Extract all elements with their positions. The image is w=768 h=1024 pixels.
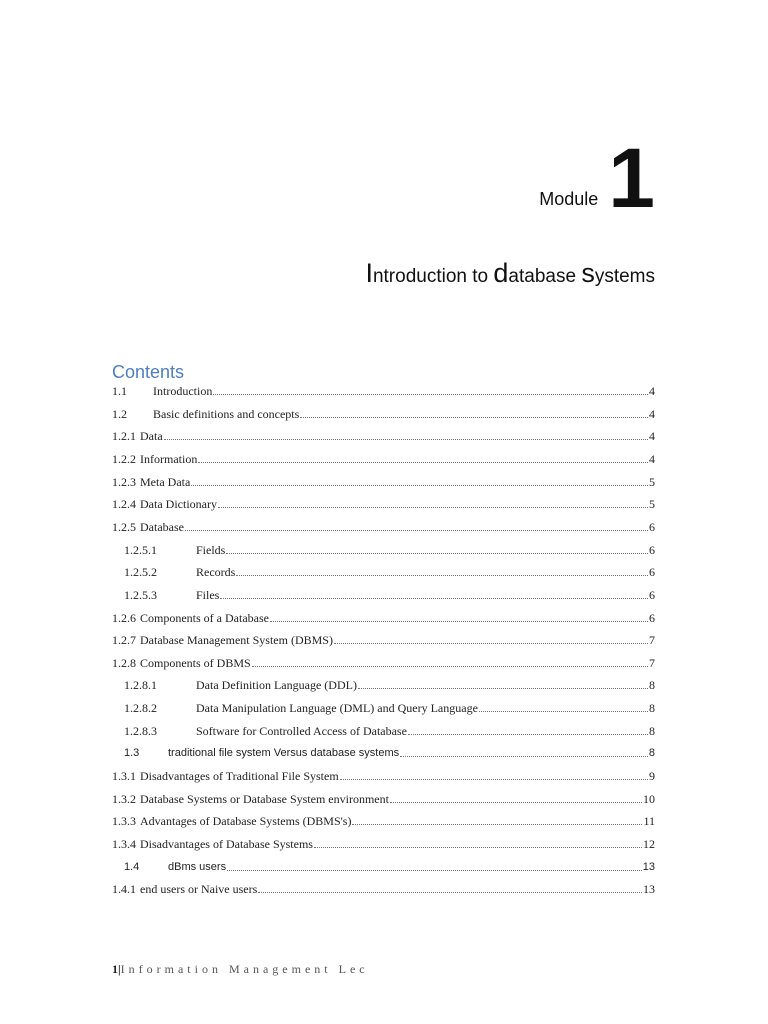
toc-leader [258,892,642,893]
toc-page: 12 [643,837,655,851]
toc-entry[interactable] [112,471,655,489]
toc-page: 6 [649,610,655,625]
toc-number: 1.2.8.2 [124,701,157,716]
toc-number: 1.2.5 [112,519,136,534]
toc-title: Records [196,565,236,580]
toc-number: 1.2.8.1 [124,678,157,693]
toc-title: Components of DBMS [140,655,251,670]
toc-leader [270,621,648,622]
toc-number: 1.2.5.2 [124,565,157,580]
toc-leader [218,507,648,508]
toc-leader [220,598,648,599]
toc-title: Database [140,519,184,534]
toc-number: 1.2.2 [112,451,136,466]
toc-leader [340,779,648,780]
toc-page: 5 [649,474,655,489]
toc-title: Data Definition Language (DDL) [196,678,357,693]
footer-separator: | [118,962,121,976]
toc-title: Database Systems or Database System environment [140,791,389,806]
toc-title: dBms users [168,860,227,873]
toc-page: 8 [649,701,655,716]
toc-page: 4 [649,429,655,444]
toc-number: 1.3.2 [112,791,136,806]
toc-leader [300,417,648,418]
toc-title: Information [140,451,198,466]
toc-title: traditional file system Versus database systems [168,747,400,760]
title-part: d [493,258,509,288]
toc-title: Introduction [153,384,213,398]
toc-page: 7 [649,655,655,670]
toc-page: 4 [649,384,655,398]
toc-page: 6 [649,542,655,557]
toc-entry[interactable] [112,629,655,647]
toc-leader [164,439,648,440]
toc-entry[interactable] [112,539,655,557]
toc-entry[interactable] [112,742,655,760]
toc-title: Data Manipulation Language (DML) and Query Language [196,701,478,716]
toc-entry[interactable] [112,607,655,625]
toc-title: Fields [196,542,226,557]
toc-title: Files [196,587,220,602]
toc-entry[interactable] [112,652,655,670]
toc-leader [400,756,648,757]
toc-page: 7 [649,633,655,648]
toc-page: 6 [649,565,655,580]
toc-title: Basic definitions and concepts [153,406,300,421]
toc-leader [352,824,642,825]
title-part: atabase [508,266,582,287]
toc-number: 1.2.8.3 [124,723,157,738]
toc-page: 9 [649,769,655,784]
toc-leader [252,666,648,667]
toc-page: 8 [649,723,655,738]
toc-number: 1.3.4 [112,837,136,851]
toc-title: Advantages of Database Systems (DBMS's) [140,814,352,829]
toc-leader [198,462,648,463]
toc-number: 1.2.3 [112,474,136,489]
toc-number: 1.2.4 [112,497,136,512]
toc-page: 6 [649,519,655,534]
page-number: 1 [112,962,118,976]
toc-page: 8 [649,678,655,693]
toc-number: 1.2.6 [112,610,136,625]
toc-leader [226,553,648,554]
toc-entry[interactable] [112,788,655,806]
toc-title: Software for Controlled Access of Database [196,723,407,738]
toc-page: 4 [649,451,655,466]
toc-page: 13 [643,882,655,897]
toc-leader [213,394,648,395]
toc-page: 10 [643,791,655,806]
toc-page: 4 [649,406,655,421]
toc-title: Database Management System (DBMS) [140,633,333,648]
toc-entry[interactable] [112,878,655,896]
toc-entry[interactable] [112,425,655,443]
toc-leader [334,643,648,644]
toc-page: 13 [642,860,655,873]
toc-number: 1.3 [124,747,140,760]
toc-page: 5 [649,497,655,512]
toc-number: 1.3.1 [112,769,136,784]
toc-entry[interactable] [112,516,655,534]
chapter-title [365,258,655,289]
page-footer [112,962,369,977]
toc-leader [408,734,648,735]
toc-number: 1.2.1 [112,429,136,444]
toc-title: Meta Data [140,474,191,489]
toc-entry[interactable] [112,561,655,579]
toc-number: 1.2.7 [112,633,136,648]
toc-title: Components of a Database [140,610,269,625]
toc-entry[interactable] [112,403,655,421]
contents-heading: Contents [112,362,185,382]
module-label: Module [539,189,599,209]
toc-leader [358,688,648,689]
toc-title: Data Dictionary [140,497,217,512]
toc-number: 1.2.8 [112,655,136,670]
toc-leader [185,530,648,531]
toc-entry[interactable] [112,856,655,874]
toc-page: 6 [649,587,655,602]
footer-text: Information Management Lec [120,962,369,976]
toc-entry[interactable] [112,833,655,851]
toc-leader [227,870,642,871]
toc-title: Disadvantages of Traditional File System [140,769,339,784]
toc-number: 1.1 [112,384,127,398]
toc-title: end users or Naive users [140,882,258,897]
toc-title: Disadvantages of Database Systems [140,837,313,851]
toc-leader [479,711,648,712]
title-part: I [365,258,373,288]
toc-entry[interactable] [112,674,655,692]
toc-number: 1.3.3 [112,814,136,829]
toc-entry[interactable] [112,448,655,466]
module-number: 1 [608,131,655,225]
toc-entry[interactable] [112,720,655,738]
toc-number: 1.2 [112,406,127,421]
module-header [539,131,655,225]
toc-title: Data [140,429,163,444]
toc-page: 11 [643,814,655,829]
toc-leader [390,802,642,803]
toc-entry[interactable] [112,765,655,783]
toc-entry[interactable] [112,584,655,602]
toc-entry[interactable] [112,380,655,398]
toc-number: 1.4.1 [112,882,136,897]
title-part: ystems [594,266,655,287]
toc-number: 1.2.5.1 [124,542,157,557]
toc-leader [236,575,648,576]
toc-leader [191,485,648,486]
title-part: ntroduction to [372,266,494,287]
toc-entry[interactable] [112,697,655,715]
toc-leader [314,847,642,848]
toc-entry[interactable] [112,810,655,828]
toc-entry[interactable] [112,493,655,511]
title-part: s [581,258,595,288]
toc-number: 1.2.5.3 [124,587,157,602]
toc-page: 8 [648,747,655,760]
toc-number: 1.4 [124,860,140,873]
